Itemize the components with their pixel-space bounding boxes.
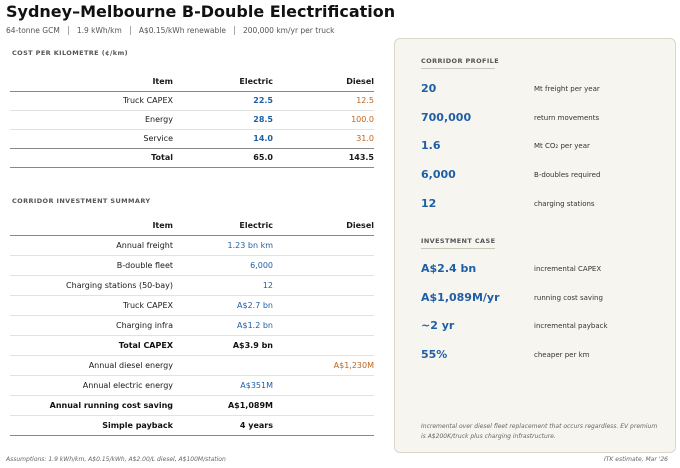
row-diesel: A$1,230M bbox=[273, 355, 374, 375]
divider bbox=[130, 26, 131, 35]
row-item: Truck CAPEX bbox=[10, 295, 173, 315]
row-electric: 6,000 bbox=[173, 255, 273, 275]
metric-value: A$1,089M/yr bbox=[421, 291, 500, 304]
row-diesel bbox=[273, 335, 374, 355]
row-diesel bbox=[273, 255, 374, 275]
table-row bbox=[10, 315, 374, 335]
table-row bbox=[10, 110, 374, 129]
row-diesel bbox=[273, 275, 374, 295]
row-item: Annual running cost saving bbox=[10, 395, 173, 415]
row-item: Charging infra bbox=[10, 315, 173, 335]
row-diesel bbox=[273, 315, 374, 335]
row-item: Annual electric energy bbox=[10, 375, 173, 395]
row-diesel: 31.0 bbox=[273, 129, 374, 148]
subtitle bbox=[6, 26, 335, 35]
metric-value: 700,000 bbox=[421, 111, 472, 124]
table-row bbox=[10, 235, 374, 255]
row-diesel: 12.5 bbox=[273, 91, 374, 110]
metric-desc: B-doubles required bbox=[534, 170, 601, 179]
cost-section-label: COST PER KILOMETRE (¢/km) bbox=[12, 49, 129, 57]
row-electric: 4 years bbox=[173, 415, 273, 435]
investment-case-label: INVESTMENT CASE bbox=[421, 237, 496, 245]
table-row bbox=[10, 415, 374, 435]
row-electric: A$2.7 bn bbox=[173, 295, 273, 315]
metric-desc: return movements bbox=[534, 113, 600, 122]
row-item: Total CAPEX bbox=[10, 335, 173, 355]
metric-movements bbox=[421, 111, 599, 124]
summary-panel bbox=[394, 38, 676, 453]
metric-payback bbox=[421, 319, 608, 332]
row-diesel bbox=[273, 375, 374, 395]
row-electric: 12 bbox=[173, 275, 273, 295]
row-electric: 14.0 bbox=[173, 129, 273, 148]
row-item: Annual diesel energy bbox=[10, 355, 173, 375]
row-diesel: 100.0 bbox=[273, 110, 374, 129]
table-row bbox=[10, 275, 374, 295]
row-electric: 1.23 bn km bbox=[173, 235, 273, 255]
table-row bbox=[10, 375, 374, 395]
row-diesel bbox=[273, 395, 374, 415]
table-row bbox=[10, 395, 374, 415]
header-diesel: Diesel bbox=[273, 216, 374, 235]
page-title: Sydney–Melbourne B-Double Electrification bbox=[6, 2, 396, 21]
metric-value: 6,000 bbox=[421, 168, 456, 181]
metric-desc: cheaper per km bbox=[534, 350, 590, 359]
metric-value: 1.6 bbox=[421, 139, 441, 152]
header-electric: Electric bbox=[173, 72, 273, 91]
metric-co2 bbox=[421, 139, 590, 152]
metric-desc: running cost saving bbox=[534, 293, 603, 302]
table-header-row bbox=[10, 72, 374, 91]
row-diesel bbox=[273, 295, 374, 315]
metric-incremental-capex bbox=[421, 262, 601, 275]
row-item: Simple payback bbox=[10, 415, 173, 435]
metric-desc: incremental payback bbox=[534, 321, 608, 330]
row-electric: A$3.9 bn bbox=[173, 335, 273, 355]
row-item: B-double fleet bbox=[10, 255, 173, 275]
divider bbox=[421, 248, 495, 249]
metric-value: A$2.4 bn bbox=[421, 262, 477, 275]
header-item: Item bbox=[10, 72, 173, 91]
metric-desc: Mt freight per year bbox=[534, 84, 600, 93]
metric-freight bbox=[421, 82, 600, 95]
row-item: Energy bbox=[10, 110, 173, 129]
metric-cheaper bbox=[421, 348, 589, 361]
divider bbox=[234, 26, 235, 35]
header-electric: Electric bbox=[173, 216, 273, 235]
metric-value: 12 bbox=[421, 197, 437, 210]
row-diesel bbox=[273, 235, 374, 255]
table-row bbox=[10, 91, 374, 110]
row-electric: A$1.2 bn bbox=[173, 315, 273, 335]
subtitle-energy-price: A$0.15/kWh renewable bbox=[138, 26, 226, 35]
metric-desc: charging stations bbox=[534, 199, 595, 208]
table-row bbox=[10, 295, 374, 315]
header-item: Item bbox=[10, 216, 173, 235]
row-electric: A$351M bbox=[173, 375, 273, 395]
investment-section-label: CORRIDOR INVESTMENT SUMMARY bbox=[12, 197, 151, 205]
metric-value: ~2 yr bbox=[421, 319, 455, 332]
corridor-profile-label: CORRIDOR PROFILE bbox=[421, 57, 500, 65]
row-diesel bbox=[273, 415, 374, 435]
metric-running-saving bbox=[421, 291, 603, 304]
total-item: Total bbox=[10, 148, 173, 167]
table-header-row bbox=[10, 216, 374, 235]
divider bbox=[68, 26, 69, 35]
row-item: Charging stations (50-bay) bbox=[10, 275, 173, 295]
row-electric: 28.5 bbox=[173, 110, 273, 129]
cost-per-km-table bbox=[10, 72, 374, 168]
total-diesel: 143.5 bbox=[273, 148, 374, 167]
metric-desc: incremental CAPEX bbox=[534, 264, 602, 273]
subtitle-gcm: 64-tonne GCM bbox=[6, 26, 60, 35]
divider bbox=[421, 68, 495, 69]
metric-value: 20 bbox=[421, 82, 437, 95]
total-electric: 65.0 bbox=[173, 148, 273, 167]
total-row bbox=[10, 148, 374, 167]
table-row bbox=[10, 255, 374, 275]
row-item: Service bbox=[10, 129, 173, 148]
table-row bbox=[10, 335, 374, 355]
panel-note: Incremental over diesel fleet replacement that occurs regardless. EV premium is A$200K/truck plus charging infrastructure. bbox=[421, 423, 658, 440]
table-row bbox=[10, 355, 374, 375]
investment-summary-table bbox=[10, 216, 374, 436]
subtitle-annual-km: 200,000 km/yr per truck bbox=[242, 26, 335, 35]
row-item: Truck CAPEX bbox=[10, 91, 173, 110]
footer-credit: ITK estimate, Mar '26 bbox=[603, 456, 668, 463]
metric-value: 55% bbox=[421, 348, 448, 361]
subtitle-efficiency: 1.9 kWh/km bbox=[76, 26, 122, 35]
row-item: Annual freight bbox=[10, 235, 173, 255]
footer-assumptions: Assumptions: 1.9 kWh/km, A$0.15/kWh, A$2.00/L diesel, A$100M/station bbox=[6, 456, 226, 463]
row-electric bbox=[173, 355, 273, 375]
metric-desc: Mt CO₂ per year bbox=[534, 141, 590, 150]
row-electric: 22.5 bbox=[173, 91, 273, 110]
row-electric: A$1,089M bbox=[173, 395, 273, 415]
header-diesel: Diesel bbox=[273, 72, 374, 91]
metric-stations bbox=[421, 197, 595, 210]
table-row bbox=[10, 129, 374, 148]
metric-fleet bbox=[421, 168, 600, 181]
